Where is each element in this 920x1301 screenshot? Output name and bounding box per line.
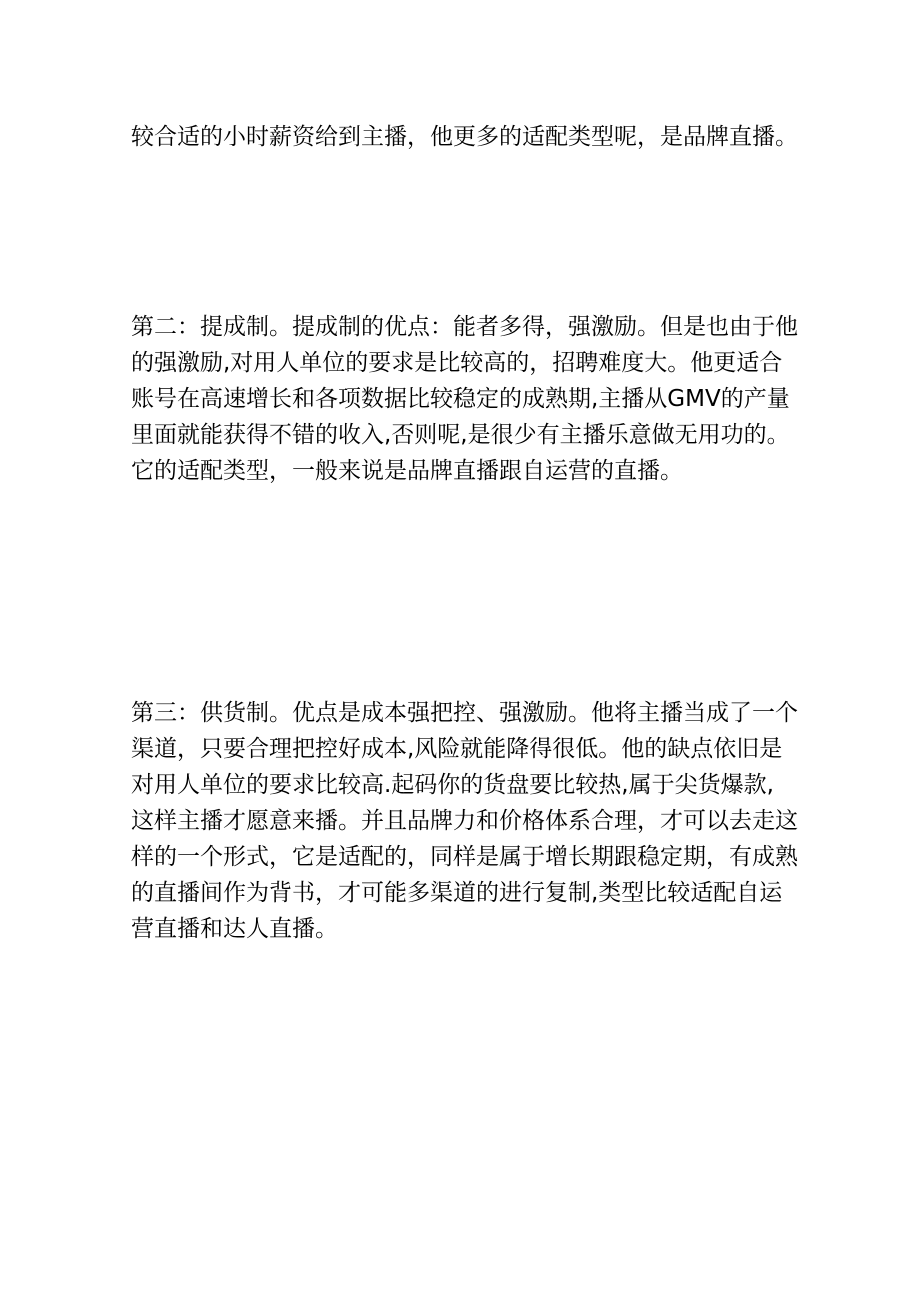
- text-line: 里面就能获得不错的收入,否则呢,是很少有主播乐意做无用功的。: [131, 422, 790, 448]
- text-line: 渠道，只要合理把控好成本,风险就能降得很低。他的缺点依旧是: [131, 736, 783, 762]
- text-line: 营直播和达人直播。: [131, 916, 338, 942]
- text-line: 第三：供货制。优点是成本强把控、强激励。他将主播当成了一个: [131, 700, 798, 726]
- paragraph-commission-model: [131, 309, 801, 489]
- text-line: 对用人单位的要求比较高.起码你的货盘要比较热,属于尖货爆款,: [131, 772, 774, 798]
- text-line: 账号在高速增长和各项数据比较稳定的成熟期,主播从GMV的产量: [131, 386, 790, 412]
- text-line: 这样主播才愿意来播。并且品牌力和价格体系合理，才可以去走这: [131, 808, 798, 834]
- text-line: 样的一个形式，它是适配的，同样是属于增长期跟稳定期，有成熟: [131, 844, 798, 870]
- text-line: 的强激励,对用人单位的要求是比较高的，招聘难度大。他更适合: [131, 350, 783, 376]
- text-line: 的直播间作为背书，才可能多渠道的进行复制,类型比较适配自运: [131, 880, 783, 906]
- text-line: 第二：提成制。提成制的优点：能者多得，强激励。但是也由于他: [131, 314, 798, 340]
- text-line: 较合适的小时薪资给到主播，他更多的适配类型呢，是品牌直播。: [131, 124, 798, 150]
- text-line: 它的适配类型，一般来说是品牌直播跟自运营的直播。: [131, 458, 683, 484]
- paragraph-supply-model: [131, 695, 801, 947]
- paragraph-salary-summary: [131, 119, 801, 155]
